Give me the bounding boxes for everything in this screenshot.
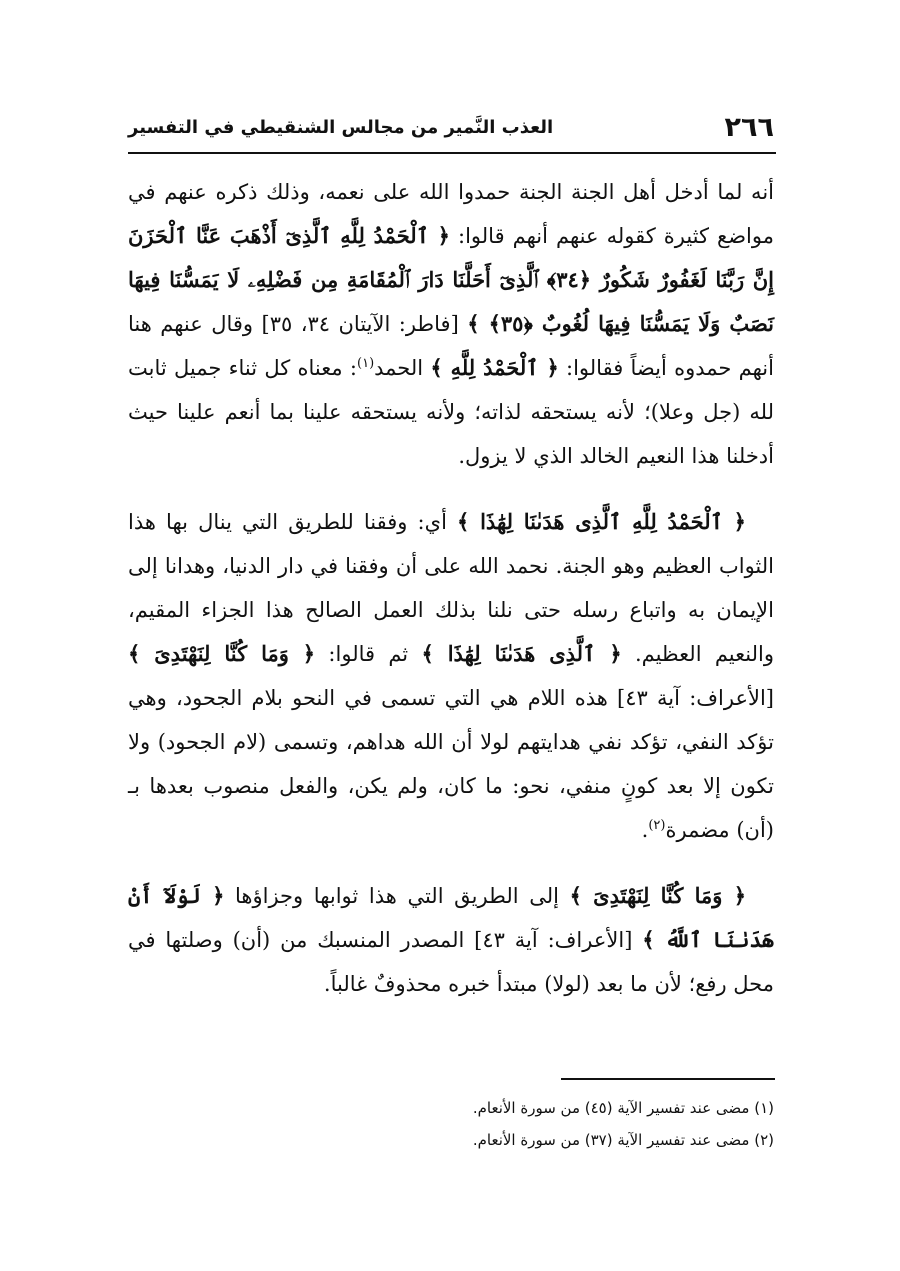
footnote-rule	[561, 1078, 775, 1080]
quran-quote: ﴿ ٱلْحَمْدُ لِلَّهِ ٱلَّذِى هَدَىٰنَا لِهَٰذَا ﴾	[457, 509, 746, 534]
footnote-2: (٢) مضى عند تفسير الآية (٣٧) من سورة الأنعام.	[472, 1131, 774, 1149]
paragraph-2	[128, 500, 774, 852]
text-run: الحمد	[374, 356, 431, 380]
quran-quote: ﴿ ٱلَّذِى هَدَىٰنَا لِهَٰذَا ﴾	[421, 641, 622, 666]
running-title: العذب النَّمير من مجالس الشنقيطي في التفسير	[128, 117, 554, 138]
text-run: [فاطر: الآيتان ٣٤، ٣٥] وقال عنهم هنا أنهم حمدوه أيضاً فقالوا:	[128, 312, 774, 380]
text-run: [الأعراف: آية ٤٣] المصدر المنسبك من (أن) وصلتها في محل رفع؛ لأن ما بعد (لولا) مبتدأ خبره محذوفٌ غالباً.	[128, 928, 774, 996]
quran-quote: ﴿ ٱلْحَمْدُ لِلَّهِ ٱلَّذِىٓ أَذْهَبَ عَنَّا ٱلْحَزَنَ إِنَّ رَبَّنَا لَغَفُورٌ شَكُورٌ ﴿٣٤﴾ ٱلَّذِىٓ أَحَلَّنَا دَارَ ٱلْمُقَامَةِ مِن فَضْلِهِۦ لَا يَمَسُّنَا فِيهَا نَصَبٌ وَلَا يَمَسُّنَا فِيهَا لُغُوبٌ ﴿٣٥﴾ ﴾	[128, 223, 775, 336]
page-header	[128, 112, 774, 152]
quran-quote: ﴿ ٱلْحَمْدُ لِلَّهِ ﴾	[430, 355, 559, 380]
paragraph-3	[128, 874, 774, 1006]
quran-quote: ﴿ لَوْلَآ أَنْ هَدَىٰنَا ٱللَّهُ ﴾	[128, 883, 774, 952]
quran-quote: ﴿ وَمَا كُنَّا لِنَهْتَدِىَ ﴾	[569, 883, 747, 908]
text-run: إلى الطريق التي هذا ثوابها وجزاؤها	[224, 884, 570, 908]
text-run: أي: وفقنا للطريق التي ينال بها هذا الثواب العظيم وهو الجنة. نحمد الله على أن وفقنا في دار الدنيا، وهدانا إلى الإيمان به واتباع رسله حتى نلنا بذلك العمل الصالح هذا الجزاء المقيم، والنعيم العظيم.	[128, 510, 774, 666]
text-run: [الأعراف: آية ٤٣] هذه اللام هي التي تسمى في النحو بلام الجحود، وهي تؤكد النفي، تؤكد نفي هدايتهم لولا أن الله هداهم، وتسمى (لام الجحود) ولا تكون إلا بعد كونٍ منفي، نحو: ما كان، ولم يكن، والفعل منصوب بعدها بـ (أن) مضمرة	[128, 686, 774, 842]
body-text	[128, 170, 774, 1006]
text-run: أنه لما أدخل أهل الجنة الجنة حمدوا الله على نعمه، وذلك ذكره عنهم في مواضع كثيرة كقوله عنهم أنهم قالوا:	[128, 180, 774, 248]
page-number: ٢٦٦	[724, 112, 774, 143]
text-run: : معناه كل ثناء جميل ثابت لله (جل وعلا)؛ لأنه يستحقه لذاته؛ ولأنه يستحقه علينا بما أنعم علينا حيث أدخلنا هذا النعيم الخالد الذي لا يزول.	[128, 356, 774, 468]
footnotes	[128, 1092, 774, 1156]
footnote-1: (١) مضى عند تفسير الآية (٤٥) من سورة الأنعام.	[472, 1099, 774, 1117]
header-rule	[128, 152, 776, 154]
paragraph-1	[128, 170, 774, 478]
footnote-reference: (١)	[357, 356, 375, 371]
footnote-reference: (٢)	[648, 818, 666, 833]
text-run: .	[641, 818, 649, 842]
text-run: ثم قالوا:	[315, 642, 422, 666]
quran-quote: ﴿ وَمَا كُنَّا لِنَهْتَدِىَ ﴾	[128, 641, 316, 666]
